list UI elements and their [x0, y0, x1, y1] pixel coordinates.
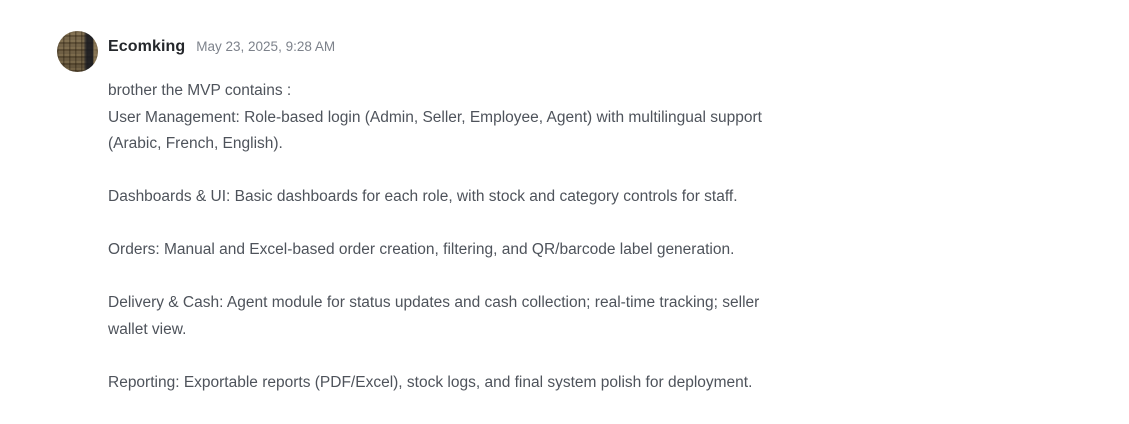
message-line: User Management: Role-based login (Admin, Seller, Employee, Agent) with multilingual support	[108, 108, 762, 126]
message-line: Orders: Manual and Excel-based order creation, filtering, and QR/barcode label generation.	[108, 241, 735, 258]
message-header	[108, 38, 1048, 56]
message-line: Dashboards & UI: Basic dashboards for each role, with stock and category controls for staff.	[108, 188, 738, 205]
message-line: Reporting: Exportable reports (PDF/Excel), stock logs, and final system polish for deployment.	[108, 373, 753, 391]
message-line: (Arabic, French, English).	[108, 135, 283, 152]
message-content	[108, 38, 1048, 396]
message-line: Delivery & Cash: Agent module for status updates and cash collection; real-time tracking; seller	[108, 294, 760, 311]
message-line-blank	[108, 343, 1048, 370]
message-line-blank	[108, 158, 1048, 185]
message-body	[108, 78, 1048, 396]
message-line-blank	[108, 264, 1048, 291]
message-line: wallet view.	[108, 320, 187, 338]
message-line-blank	[108, 211, 1048, 238]
message-line: brother the MVP contains :	[108, 82, 292, 99]
user-avatar-icon[interactable]	[57, 31, 98, 72]
username[interactable]: Ecomking	[108, 38, 186, 55]
message-timestamp: May 23, 2025, 9:28 AM	[196, 39, 336, 54]
